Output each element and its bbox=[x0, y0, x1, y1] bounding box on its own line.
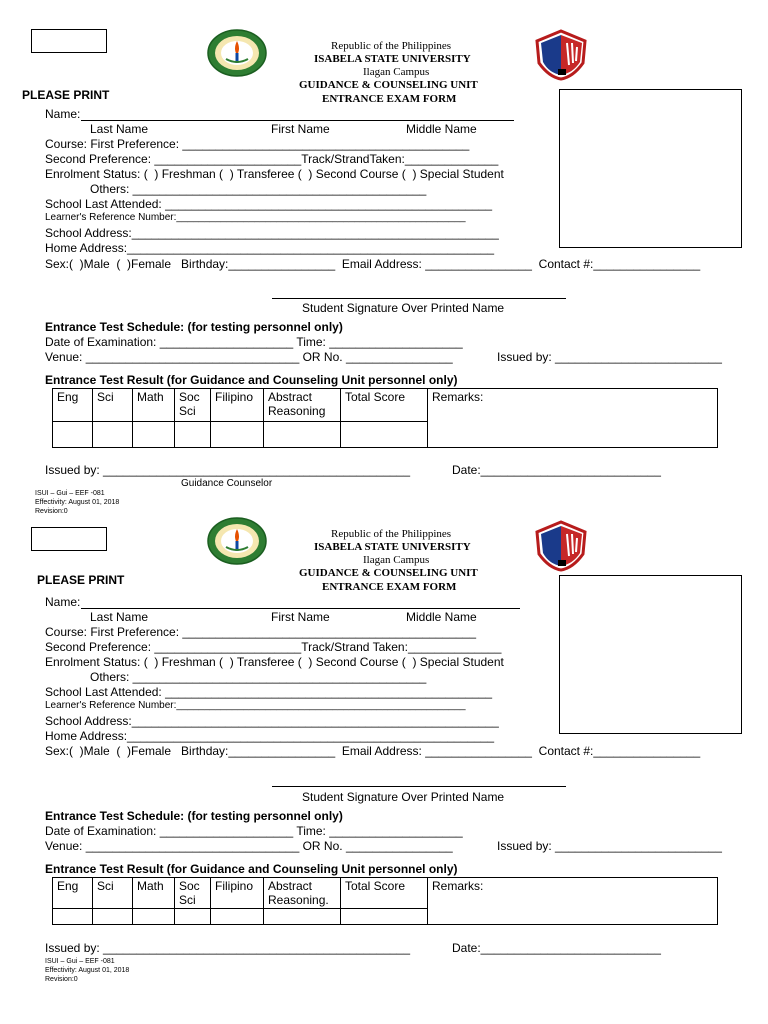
header-form-title: ENTRANCE EXAM FORM bbox=[322, 581, 457, 593]
name-label: Name: bbox=[45, 595, 81, 609]
first-name-caption: First Name bbox=[271, 122, 330, 136]
issued-by-field[interactable]: Issued by: ______________________________________________ bbox=[45, 463, 411, 477]
schedule-title: Entrance Test Schedule: (for testing personnel only) bbox=[45, 809, 343, 823]
header-filipino: Filipino bbox=[211, 878, 264, 909]
photo-box[interactable] bbox=[559, 89, 742, 248]
signature-caption: Student Signature Over Printed Name bbox=[302, 790, 505, 804]
school-last-attended-field[interactable]: School Last Attended: _________________________________________________ bbox=[45, 197, 493, 211]
score-soc-sci[interactable] bbox=[175, 422, 211, 448]
header-republic: Republic of the Philippines bbox=[331, 40, 452, 52]
please-print-label: PLEASE PRINT bbox=[22, 88, 110, 102]
enrolment-status-field[interactable]: Enrolment Status: ( ) Freshman ( ) Transferee ( ) Second Course ( ) Special Student bbox=[45, 655, 504, 669]
score-total[interactable] bbox=[341, 909, 428, 925]
footer-effectivity: Effectivity: August 01, 2018 bbox=[45, 967, 130, 974]
header-unit: GUIDANCE & COUNSELING UNIT bbox=[299, 567, 478, 579]
header-abstract-reasoning: Abstract Reasoning bbox=[264, 389, 341, 422]
last-name-caption: Last Name bbox=[90, 610, 149, 624]
control-number-box[interactable] bbox=[31, 527, 107, 551]
header-math: Math bbox=[133, 878, 175, 909]
header-campus: Ilagan Campus bbox=[363, 66, 430, 78]
signature-line[interactable] bbox=[272, 298, 566, 299]
score-soc-sci[interactable] bbox=[175, 909, 211, 925]
entrance-form-2 bbox=[0, 488, 768, 983]
header-math: Math bbox=[133, 389, 175, 422]
header-soc-sci: Soc Sci bbox=[175, 389, 211, 422]
score-eng[interactable] bbox=[53, 909, 93, 925]
last-name-caption: Last Name bbox=[90, 122, 149, 136]
header-eng: Eng bbox=[53, 389, 93, 422]
name-field-line[interactable] bbox=[81, 608, 520, 609]
score-sci[interactable] bbox=[93, 909, 133, 925]
others-field[interactable]: Others: ____________________________________________ bbox=[90, 182, 427, 196]
header-form-title: ENTRANCE EXAM FORM bbox=[322, 93, 457, 105]
shield-logo bbox=[533, 29, 589, 81]
score-filipino[interactable] bbox=[211, 422, 264, 448]
venue-or-field[interactable]: Venue: ________________________________ OR No. ________________ bbox=[45, 350, 453, 364]
middle-name-caption: Middle Name bbox=[406, 122, 477, 136]
schedule-title: Entrance Test Schedule: (for testing personnel only) bbox=[45, 320, 343, 334]
result-table bbox=[52, 877, 718, 925]
school-address-field[interactable]: School Address:_______________________________________________________ bbox=[45, 714, 499, 728]
second-pref-field[interactable]: Second Preference: ______________________Track/Strand Taken:______________ bbox=[45, 640, 502, 654]
score-math[interactable] bbox=[133, 909, 175, 925]
issued-by-field[interactable]: Issued by: ______________________________________________ bbox=[45, 941, 411, 955]
footer-revision: Revision:0 bbox=[35, 508, 68, 515]
header-total-score: Total Score bbox=[341, 878, 428, 909]
date-time-exam-field[interactable]: Date of Examination: ____________________ Time: ____________________ bbox=[45, 335, 463, 349]
score-total[interactable] bbox=[341, 422, 428, 448]
shield-logo bbox=[533, 520, 589, 572]
home-address-field[interactable]: Home Address:_______________________________________________________ bbox=[45, 241, 495, 255]
course-first-pref-field[interactable]: Course: First Preference: ____________________________________________ bbox=[45, 625, 477, 639]
date-field[interactable]: Date:___________________________ bbox=[452, 941, 661, 955]
header-sci: Sci bbox=[93, 878, 133, 909]
score-abstract-reasoning[interactable] bbox=[264, 422, 341, 448]
footer-revision: Revision:0 bbox=[45, 976, 78, 983]
control-number-box[interactable] bbox=[31, 29, 107, 53]
header-total-score: Total Score bbox=[341, 389, 428, 422]
score-eng[interactable] bbox=[53, 422, 93, 448]
schedule-issued-by-field[interactable]: Issued by: _________________________ bbox=[497, 350, 722, 364]
score-math[interactable] bbox=[133, 422, 175, 448]
header-filipino: Filipino bbox=[211, 389, 264, 422]
header-university: ISABELA STATE UNIVERSITY bbox=[314, 53, 471, 65]
header-campus: Ilagan Campus bbox=[363, 554, 430, 566]
footer-effectivity: Effectivity: August 01, 2018 bbox=[35, 499, 120, 506]
result-title: Entrance Test Result (for Guidance and Counseling Unit personnel only) bbox=[45, 373, 458, 387]
school-address-field[interactable]: School Address:_______________________________________________________ bbox=[45, 226, 499, 240]
header-remarks[interactable]: Remarks: bbox=[428, 878, 718, 925]
name-label: Name: bbox=[45, 107, 81, 121]
lrn-field[interactable]: Learner's Reference Number:____________________________________________________ bbox=[45, 700, 466, 711]
school-last-attended-field[interactable]: School Last Attended: _________________________________________________ bbox=[45, 685, 493, 699]
isu-seal-logo bbox=[206, 29, 268, 77]
schedule-issued-by-field[interactable]: Issued by: _________________________ bbox=[497, 839, 722, 853]
header-university: ISABELA STATE UNIVERSITY bbox=[314, 541, 471, 553]
footer-code: ISUI – Gui – EEF -081 bbox=[45, 958, 115, 965]
first-name-caption: First Name bbox=[271, 610, 330, 624]
middle-name-caption: Middle Name bbox=[406, 610, 477, 624]
date-field[interactable]: Date:___________________________ bbox=[452, 463, 661, 477]
score-abstract-reasoning[interactable] bbox=[264, 909, 341, 925]
date-time-exam-field[interactable]: Date of Examination: ____________________ Time: ____________________ bbox=[45, 824, 463, 838]
please-print-label: PLEASE PRINT bbox=[37, 573, 125, 587]
header-unit: GUIDANCE & COUNSELING UNIT bbox=[299, 79, 478, 91]
home-address-field[interactable]: Home Address:_______________________________________________________ bbox=[45, 729, 495, 743]
header-soc-sci: Soc Sci bbox=[175, 878, 211, 909]
isu-seal-logo bbox=[206, 517, 268, 565]
header-sci: Sci bbox=[93, 389, 133, 422]
course-first-pref-field[interactable]: Course: First Preference: ___________________________________________ bbox=[45, 137, 470, 151]
second-pref-field[interactable]: Second Preference: ______________________Track/StrandTaken:______________ bbox=[45, 152, 499, 166]
score-sci[interactable] bbox=[93, 422, 133, 448]
footer-code: ISUI – Gui – EEF -081 bbox=[35, 490, 105, 497]
result-table bbox=[52, 388, 718, 448]
sex-birthday-email-contact-field[interactable]: Sex:( )Male ( )Female Birthday:________________ Email Address: ________________ Contact #:________________ bbox=[45, 257, 701, 271]
score-filipino[interactable] bbox=[211, 909, 264, 925]
photo-box[interactable] bbox=[559, 575, 742, 734]
signature-caption: Student Signature Over Printed Name bbox=[302, 301, 505, 315]
signature-line[interactable] bbox=[272, 786, 566, 787]
venue-or-field[interactable]: Venue: ________________________________ OR No. ________________ bbox=[45, 839, 453, 853]
sex-birthday-email-contact-field[interactable]: Sex:( )Male ( )Female Birthday:________________ Email Address: ________________ Contact #:________________ bbox=[45, 744, 701, 758]
enrolment-status-field[interactable]: Enrolment Status: ( ) Freshman ( ) Transferee ( ) Second Course ( ) Special Student bbox=[45, 167, 504, 181]
name-field-line[interactable] bbox=[81, 120, 514, 121]
header-republic: Republic of the Philippines bbox=[331, 528, 452, 540]
header-abstract-reasoning: Abstract Reasoning. bbox=[264, 878, 341, 909]
result-title: Entrance Test Result (for Guidance and Counseling Unit personnel only) bbox=[45, 862, 458, 876]
header-remarks[interactable]: Remarks: bbox=[428, 389, 718, 448]
others-field[interactable]: Others: ____________________________________________ bbox=[90, 670, 427, 684]
guidance-counselor-caption: Guidance Counselor bbox=[181, 478, 273, 489]
lrn-field[interactable]: Learner's Reference Number:____________________________________________________ bbox=[45, 212, 466, 223]
header-eng: Eng bbox=[53, 878, 93, 909]
